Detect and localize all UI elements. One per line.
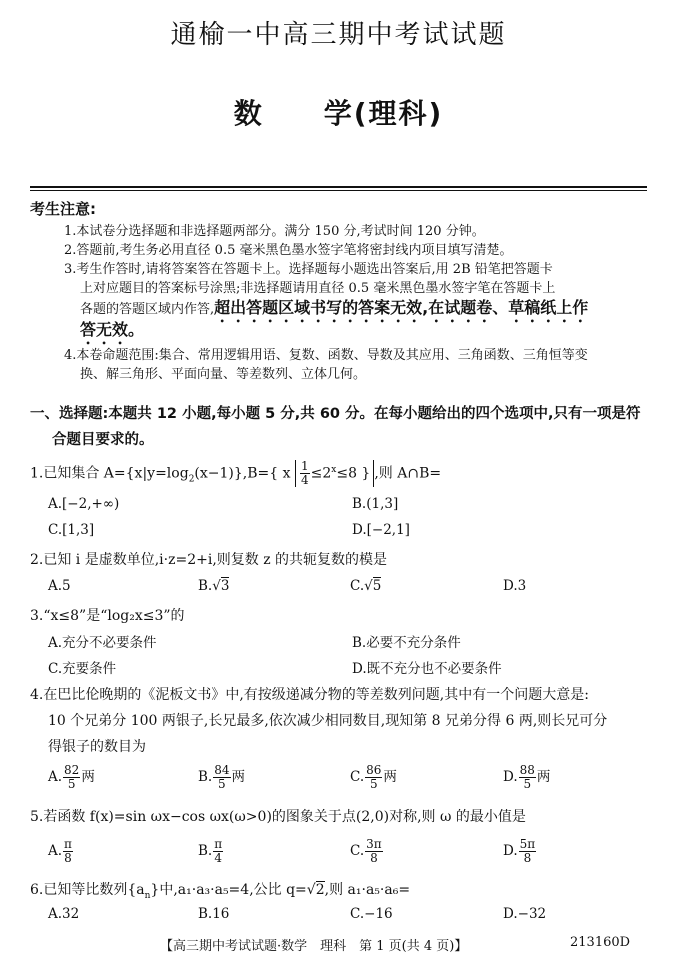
q6-subscript: n [144,890,151,901]
q4-c-unit: 两 [383,769,397,785]
q5-option-a [48,838,74,865]
q1-part-i: ≤8 } [336,465,371,482]
q4-b-unit: 两 [231,769,245,785]
q4-a-unit: 两 [81,769,95,785]
q5-d-den: 8 [523,851,532,865]
q4-d-num: 88 [519,763,535,777]
q5-a-label: A. [48,843,63,859]
q1-part-a: 1.已知集合 A={x|y=log [30,465,189,482]
q4-a-label: A. [48,769,63,785]
q6-option-c: C.−16 [350,906,393,922]
exam-code: 213160D [570,935,631,950]
q2-option-b: B.√3 [198,578,230,594]
notice-item-3: 3.考生作答时,请将答案答在答题卡上。选择题每小题选出答案后,用 2B 铅笔把答题卡 [64,262,553,277]
q6-option-b: B.16 [198,906,230,922]
q5-c-den: 8 [370,851,378,865]
q6-option-a: A.32 [48,906,80,922]
q2-option-b-label: B. [198,578,213,594]
q1-option-b: B.(1,3] [352,496,399,512]
q5-c-label: C. [350,843,365,859]
subject-char: 数 [233,97,264,130]
q5-b-num: π [214,837,223,851]
q5-a-num: π [64,837,72,851]
q2-option-c-label: C. [350,578,365,594]
q6-part-c: }中,a₁·a₃·a₅=4,公比 q= [150,882,307,898]
q6-part-a: 6.已知等比数列{a [30,882,145,898]
q5-d-num: 5π [519,837,536,851]
q1-log-base: 2 [188,474,195,485]
q3-option-a: A.充分不必要条件 [48,635,157,651]
notice-item-3-line3 [80,295,588,326]
q4-c-num: 86 [366,763,382,777]
question-5: 5.若函数 f(x)=sin ωx−cos ωx(ω>0)的图象关于点(2,0)对称,则 ω 的最小值是 [30,809,526,825]
q1-option-c: C.[1,3] [48,522,95,538]
q4-a-num: 82 [64,763,80,777]
section-heading-cont: 合题目要求的。 [52,432,154,448]
notice-item-4: 4.本卷命题范围:集合、常用逻辑用语、复数、函数、导数及其应用、三角函数、三角恒等变 [64,348,588,363]
exam-title: 通榆一中高三期中考试试题 [170,20,507,50]
q6-radicand: 2 [315,882,325,898]
question-2: 2.已知 i 是虚数单位,i·z=2+i,则复数 z 的共轭复数的模是 [30,552,388,568]
notice-item-3-cont: 上对应题目的答案标号涂黑;非选择题请用直径 0.5 毫米黑色墨水签字笔在答题卡上 [80,281,556,296]
q5-c-frac [365,838,383,865]
q1-frac-den: 4 [300,473,309,487]
notice-item-2: 2.答题前,考生务必用直径 0.5 毫米黑色墨水签字笔将密封线内项目填写清楚。 [64,243,513,258]
q4-b-num: 84 [214,763,230,777]
q5-d-label: D. [503,843,518,859]
q3-option-b: B.必要不充分条件 [352,635,461,651]
q6-part-e: ,则 a₁·a₅·a₆= [324,882,411,898]
q2-option-c-radicand: 5 [372,578,382,594]
q1-part-g: ≤2 [310,465,332,482]
q1-option-d: D.[−2,1] [352,522,410,538]
question-4-cont2: 得银子的数目为 [48,739,146,755]
q4-option-c [350,764,397,791]
q5-d-frac [519,838,537,865]
question-6: 6.已知等比数列$\{a_n\}$中,a₁·a₃·a₅=4,公比 q=√2,则 a₁·a₅·a₆= [30,882,411,901]
subject-title [0,92,677,132]
q1-part-d: { x [269,465,291,482]
q5-b-den: 4 [214,851,222,865]
q4-c-den: 5 [369,777,378,791]
q1-part-j: ,则 A∩B= [374,465,442,482]
notice-emphasis-end: 答无效。 [80,320,145,339]
divider-thick [30,186,647,188]
q4-d-frac [519,764,536,791]
q1-fraction [300,460,310,487]
q4-a-frac [63,764,80,791]
divider-thin [30,190,647,191]
q5-option-b [198,838,224,865]
q4-option-b [198,764,245,791]
question-4: 4.在巴比伦晚期的《泥板文书》中,有按级递减分物的等差数列问题,其中有一个问题大意是: [30,687,589,703]
notice-item-1: 1.本试卷分选择题和非选择题两部分。满分 150 分,考试时间 120 分钟。 [64,224,485,239]
q5-a-den: 8 [64,851,72,865]
q4-option-d [503,764,550,791]
q4-d-den: 5 [523,777,532,791]
q1-part-c: (x−1)},B= [194,465,270,482]
q4-a-den: 5 [67,777,76,791]
q1-set-builder [295,460,374,487]
q4-b-label: B. [198,769,213,785]
q5-c-num: 3π [366,837,382,851]
notice-item-4-cont: 换、解三角形、平面向量、等差数列、立体几何。 [80,367,367,382]
q4-d-label: D. [503,769,518,785]
q4-d-unit: 两 [536,769,551,785]
notice-item-3-plain: 各题的答题区域内作答, [80,302,215,317]
q3-option-d: D.既不充分也不必要条件 [352,661,502,677]
section-heading: 一、选择题:本题共 12 小题,每小题 5 分,共 60 分。在每小题给出的四个选项中,只有一项是符 [30,406,641,422]
subject-rest: 学(理科) [323,97,444,130]
q2-option-a: A.5 [48,578,71,594]
q1-option-a: A.[−2,+∞) [48,496,120,512]
q5-option-c [350,838,384,865]
q3-option-c: C.充要条件 [48,661,117,677]
page-footer: 【高三期中考试试题·数学 理科 第 1 页(共 4 页)】 [160,939,468,954]
q2-option-b-radicand: 3 [220,578,230,594]
q1-frac-num: 1 [300,459,309,473]
q1-exponent: x [331,464,337,475]
q4-c-frac [365,764,382,791]
question-3: 3.“x≤8”是“log₂x≤3”的 [30,608,185,624]
q4-option-a [48,764,95,791]
question-1 [30,460,441,487]
notice-title: 考生注意: [30,200,96,218]
q2-option-d: D.3 [503,578,527,594]
q4-c-label: C. [350,769,365,785]
q2-option-c: C.√5 [350,578,382,594]
q4-b-frac [213,764,230,791]
q5-b-frac [213,838,223,865]
q5-a-frac [63,838,73,865]
q4-b-den: 5 [218,777,226,791]
q6-option-d: D.−32 [503,906,547,922]
question-4-cont: 10 个兄弟分 100 两银子,长兄最多,依次减少相同数目,现知第 8 兄弟分得 6 两,则长兄可分 [48,713,608,729]
q5-option-d [503,838,537,865]
q5-b-label: B. [198,843,213,859]
notice-emphasis: 超出答题区域书写的答案无效,在试题卷、草稿纸上作 [214,298,589,317]
